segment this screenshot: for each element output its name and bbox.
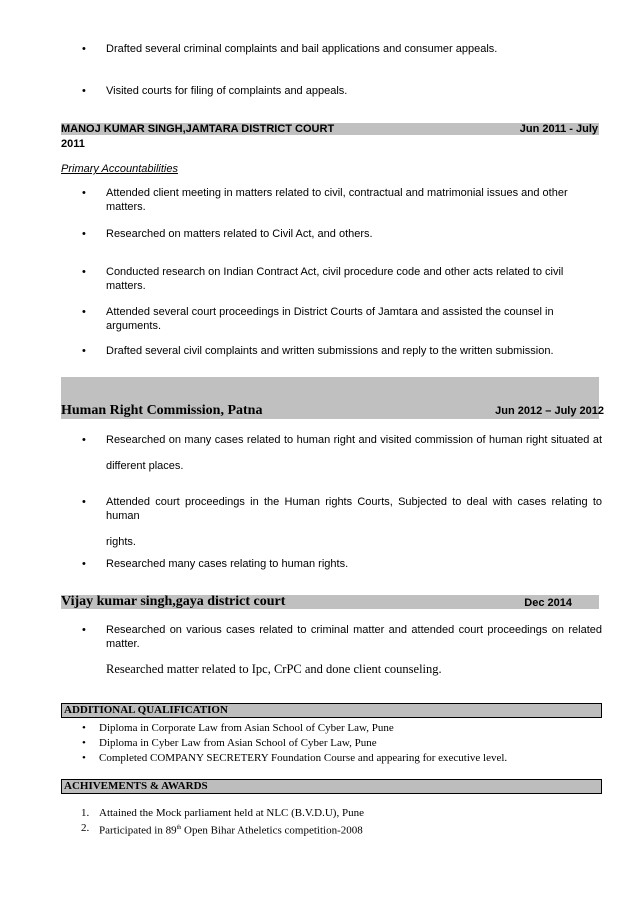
bullet-top-1	[82, 42, 616, 56]
job3-extra: Researched matter related to Ipc, CrPC and done client counseling.	[106, 662, 442, 676]
job1-dates: Jun 2011 - July	[519, 123, 598, 135]
list-item	[82, 721, 599, 736]
bullet-icon: •	[82, 434, 86, 446]
list-item	[81, 821, 601, 836]
bullet-icon: •	[82, 266, 86, 278]
item-text: Attained the Mock parliament held at NLC (B.V.D.U), Pune	[99, 807, 364, 819]
additional-heading: ADDITIONAL QUALIFICATION	[61, 703, 602, 718]
bullet-icon: •	[82, 345, 86, 357]
bullet-icon: •	[82, 306, 86, 318]
job1-employer: MANOJ KUMAR SINGH,JAMTARA DISTRICT COURT	[61, 123, 335, 135]
job2-employer: Human Right Commission, Patna	[61, 403, 263, 418]
list-item	[82, 265, 606, 293]
list-item	[82, 305, 606, 333]
bullet-text: matter.	[106, 638, 140, 650]
bullet-text: Conducted research on Indian Contract Act, civil procedure code and other acts related to civil matters.	[106, 266, 564, 292]
bullet-icon: •	[82, 624, 86, 636]
list-item	[82, 557, 602, 571]
bullet-icon: •	[82, 228, 86, 240]
bullet-text: Attended several court proceedings in District Courts of Jamtara and assisted the counsel in arguments.	[106, 306, 554, 332]
job2-dates: Jun 2012 – July 2012	[495, 405, 604, 417]
bullet-text: Diploma in Corporate Law from Asian School of Cyber Law, Pune	[99, 722, 394, 734]
bullet-icon: •	[82, 496, 86, 508]
job3-dates: Dec 2014	[524, 597, 572, 609]
bullet-text: Attended court proceedings in the Human rights Courts, Subjected to deal with cases relating to human	[106, 496, 602, 522]
list-item	[81, 806, 601, 821]
list-item	[82, 344, 606, 358]
list-item	[82, 623, 602, 651]
bullet-text: rights.	[106, 536, 136, 548]
item-number: 1.	[81, 807, 90, 819]
bullet-text: Drafted several civil complaints and written submissions and reply to the written submission.	[106, 345, 554, 357]
list-item	[82, 736, 599, 751]
bullet-icon: •	[82, 187, 86, 199]
bullet-text: Drafted several criminal complaints and bail applications and consumer appeals.	[106, 43, 498, 55]
bullet-text: Researched many cases relating to human rights.	[106, 558, 349, 570]
bullet-text: Researched on matters related to Civil Act, and others.	[106, 228, 373, 240]
bullet-icon: •	[82, 43, 86, 55]
bullet-text: different places.	[106, 460, 184, 472]
bullet-text: Completed COMPANY SECRETERY Foundation Course and appearing for executive level.	[99, 752, 508, 764]
bullet-icon: •	[82, 558, 86, 570]
bullet-text: Visited courts for filing of complaints and appeals.	[106, 85, 348, 97]
list-item	[82, 227, 606, 241]
bullet-text: Diploma in Cyber Law from Asian School of Cyber Law, Pune	[99, 737, 377, 749]
bullet-icon: •	[82, 737, 86, 749]
list-item	[82, 751, 599, 766]
bullet-icon: •	[82, 752, 86, 764]
item-number: 2.	[81, 822, 90, 834]
job1-subheading: Primary Accountabilities	[61, 163, 178, 175]
bullet-icon: •	[82, 722, 86, 734]
item-text: Participated in 89th Open Bihar Atheletics competition-2008	[99, 824, 363, 837]
bullet-text: Attended client meeting in matters related to civil, contractual and matrimonial issues and other matters.	[106, 187, 568, 213]
bullet-icon: •	[82, 85, 86, 97]
list-item	[82, 186, 606, 214]
job1-dates-continued: 2011	[61, 138, 85, 150]
list-item	[82, 495, 602, 549]
list-item	[82, 433, 602, 473]
bullet-top-2	[82, 84, 616, 98]
bullet-text: Researched on many cases related to human right and visited commission of human right situated at	[106, 434, 602, 446]
awards-heading: ACHIVEMENTS & AWARDS	[61, 779, 602, 794]
job3-employer: Vijay kumar singh,gaya district court	[61, 594, 286, 609]
bullet-text: Researched on various cases related to criminal matter and attended court proceedings on related	[106, 624, 602, 636]
